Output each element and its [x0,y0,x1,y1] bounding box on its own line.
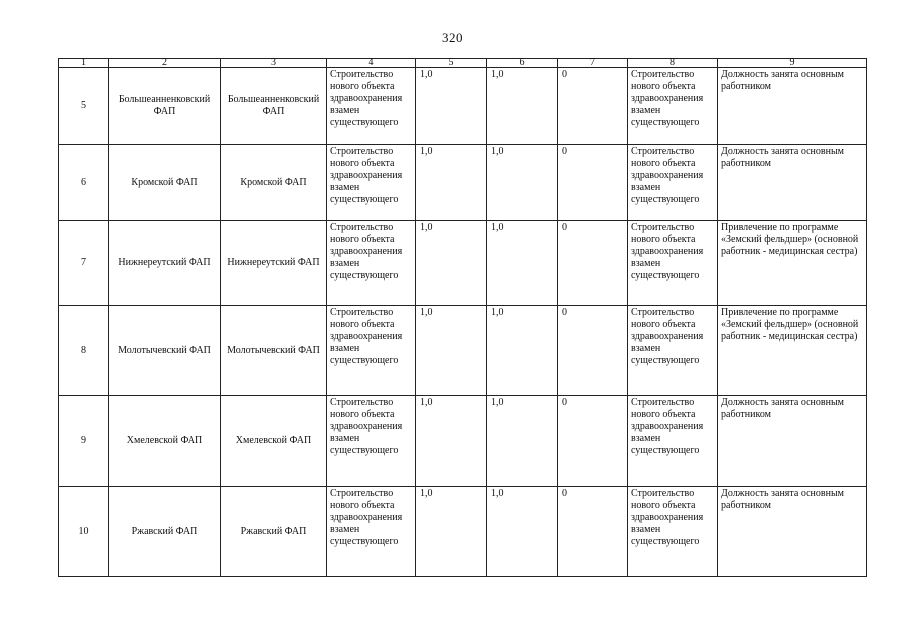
value-col6: 1,0 [487,68,558,145]
planned-action: Строительство нового объекта здравоохранения взамен существующего [628,68,718,145]
facility-name: Ржавский ФАП [109,487,221,577]
value-col7: 0 [558,221,628,306]
staffing-note: Должность занята основным работником [718,396,867,487]
value-col6: 1,0 [487,145,558,221]
staffing-note: Должность занята основным работником [718,487,867,577]
table-row [59,487,867,577]
row-number: 9 [59,396,109,487]
value-col5: 1,0 [416,221,487,306]
value-col6: 1,0 [487,396,558,487]
value-col7: 0 [558,68,628,145]
table-row [59,306,867,396]
value-col7: 0 [558,487,628,577]
facility-name-alt: Нижнереутский ФАП [221,221,327,306]
value-col7: 0 [558,306,628,396]
facility-name-alt: Молотычевский ФАП [221,306,327,396]
table-row [59,68,867,145]
facilities-table [58,58,867,577]
staffing-note: Должность занята основным работником [718,145,867,221]
header-cell: 2 [109,59,221,68]
planned-action: Строительство нового объекта здравоохранения взамен существующего [628,306,718,396]
action-description: Строительство нового объекта здравоохранения взамен существующего [327,306,416,396]
header-cell: 6 [487,59,558,68]
value-col6: 1,0 [487,306,558,396]
facility-name-alt: Хмелевской ФАП [221,396,327,487]
planned-action: Строительство нового объекта здравоохранения взамен существующего [628,221,718,306]
header-row [59,59,867,68]
action-description: Строительство нового объекта здравоохранения взамен существующего [327,221,416,306]
staffing-note: Привлечение по программе «Земский фельдшер» (основной работник - медицинская сестра) [718,306,867,396]
header-cell: 8 [628,59,718,68]
staffing-note: Должность занята основным работником [718,68,867,145]
header-cell: 9 [718,59,867,68]
header-cell: 4 [327,59,416,68]
action-description: Строительство нового объекта здравоохранения взамен существующего [327,396,416,487]
facility-name: Кромской ФАП [109,145,221,221]
header-cell: 1 [59,59,109,68]
table-row [59,145,867,221]
staffing-note: Привлечение по программе «Земский фельдшер» (основной работник - медицинская сестра) [718,221,867,306]
value-col7: 0 [558,396,628,487]
value-col6: 1,0 [487,487,558,577]
row-number: 7 [59,221,109,306]
header-cell: 5 [416,59,487,68]
value-col6: 1,0 [487,221,558,306]
action-description: Строительство нового объекта здравоохранения взамен существующего [327,145,416,221]
row-number: 5 [59,68,109,145]
page-number: 320 [442,30,463,45]
table-row [59,396,867,487]
planned-action: Строительство нового объекта здравоохранения взамен существующего [628,396,718,487]
value-col5: 1,0 [416,396,487,487]
action-description: Строительство нового объекта здравоохранения взамен существующего [327,487,416,577]
header-cell: 7 [558,59,628,68]
facility-name: Большеанненковский ФАП [109,68,221,145]
row-number: 6 [59,145,109,221]
value-col5: 1,0 [416,306,487,396]
value-col5: 1,0 [416,145,487,221]
value-col5: 1,0 [416,487,487,577]
table-row [59,221,867,306]
header-cell: 3 [221,59,327,68]
row-number: 8 [59,306,109,396]
row-number: 10 [59,487,109,577]
facility-name: Молотычевский ФАП [109,306,221,396]
facility-name: Нижнереутский ФАП [109,221,221,306]
value-col5: 1,0 [416,68,487,145]
planned-action: Строительство нового объекта здравоохранения взамен существующего [628,145,718,221]
facility-name: Хмелевской ФАП [109,396,221,487]
value-col7: 0 [558,145,628,221]
action-description: Строительство нового объекта здравоохранения взамен существующего [327,68,416,145]
planned-action: Строительство нового объекта здравоохранения взамен существующего [628,487,718,577]
facility-name-alt: Ржавский ФАП [221,487,327,577]
facility-name-alt: Большеанненковский ФАП [221,68,327,145]
facility-name-alt: Кромской ФАП [221,145,327,221]
